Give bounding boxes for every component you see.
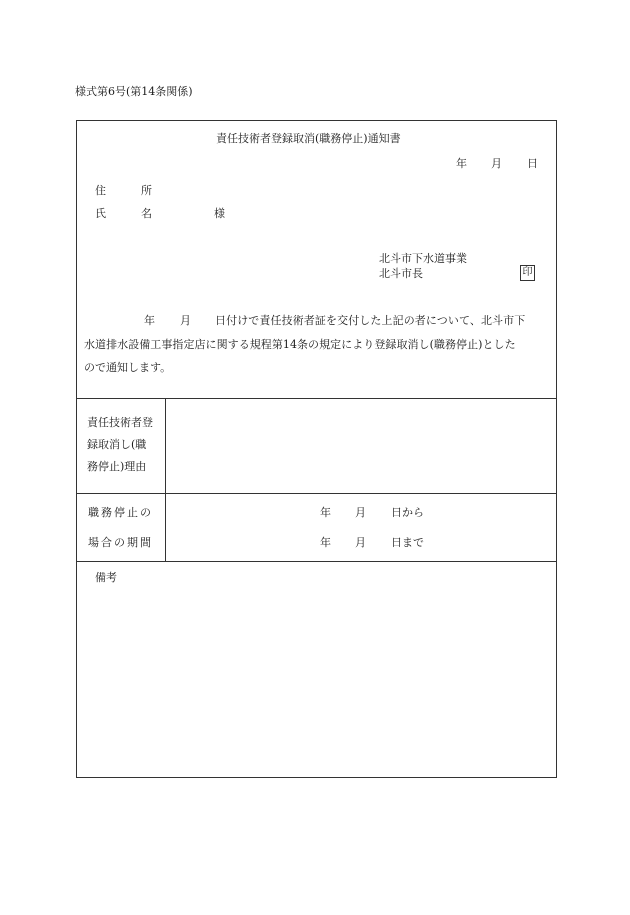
issuer-title: 北斗市長 (379, 267, 423, 280)
period-to-month: 月 (355, 536, 366, 549)
period-from-month: 月 (355, 506, 366, 519)
name-label-1: 氏 (95, 207, 106, 220)
divider-period-remarks (77, 561, 556, 562)
body-year-label: 年 (144, 314, 155, 327)
body-line-2: 水道排水設備工事指定店に関する規程第14条の規定により登録取消し(職務停止)とした (84, 338, 516, 351)
divider-label-column (165, 398, 166, 561)
period-to-day: 日まで (391, 536, 424, 549)
body-line-1: 日付けで責任技術者証を交付した上記の者について、北斗市下 (215, 314, 526, 327)
reason-label-line-3: 務停止)理由 (87, 460, 147, 473)
body-line-3: ので通知します。 (84, 361, 172, 374)
address-label-1: 住 (95, 184, 106, 197)
reason-label-line-1: 責任技術者登 (87, 416, 153, 429)
divider-reason-period (77, 493, 556, 494)
period-from-day: 日から (391, 506, 424, 519)
honorific: 様 (214, 207, 225, 220)
period-label-line-1: 職務停止の (88, 506, 153, 519)
date-day-label: 日 (527, 157, 538, 170)
period-from-year: 年 (320, 506, 331, 519)
period-label-line-2: 場合の期間 (88, 536, 153, 549)
form-number: 様式第6号(第14条関係) (75, 85, 193, 98)
divider-header-table (77, 398, 556, 399)
date-year-label: 年 (456, 157, 467, 170)
issuer-organization: 北斗市下水道事業 (379, 252, 467, 265)
period-to-year: 年 (320, 536, 331, 549)
address-label-2: 所 (141, 184, 152, 197)
body-month-label: 月 (180, 314, 191, 327)
remarks-label: 備考 (95, 571, 117, 584)
name-label-2: 名 (141, 207, 152, 220)
reason-label-line-2: 録取消し(職 (87, 438, 147, 451)
document-title: 責任技術者登録取消(職務停止)通知書 (216, 132, 401, 145)
date-month-label: 月 (491, 157, 502, 170)
seal-box: 印 (520, 265, 535, 281)
